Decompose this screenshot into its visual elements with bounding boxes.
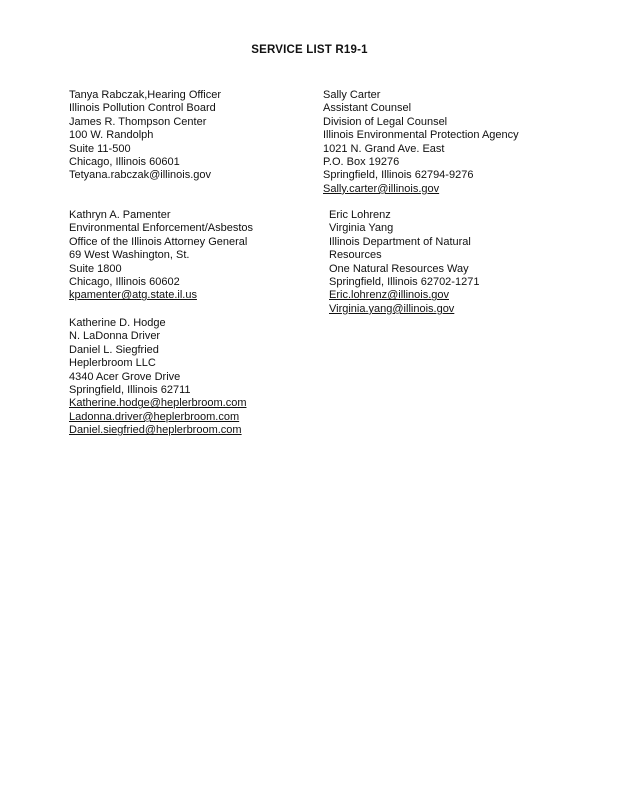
contact-name: Sally Carter [323, 89, 381, 101]
contact-line: 1021 N. Grand Ave. East [323, 142, 445, 155]
contact-line: 4340 Acer Grove Drive [69, 370, 181, 383]
contact-line: Heplerbroom LLC [69, 357, 156, 370]
contact-name: N. LaDonna Driver [69, 330, 161, 343]
email-link[interactable]: Eric.lohrenz@illinois.gov [329, 289, 449, 302]
contact-email-text: Tetyana.rabczak@illinois.gov [69, 169, 212, 182]
contact-line: Assistant Counsel [323, 102, 412, 115]
contact-line: Division of Legal Counsel [323, 115, 448, 128]
contact-block-rabczak [69, 89, 221, 183]
contact-line: Resources [329, 249, 382, 262]
email-link[interactable]: Katherine.hodge@heplerbroom.com [69, 397, 247, 410]
contact-block-hodge [69, 317, 247, 438]
contact-line: Chicago, Illinois 60601 [69, 156, 180, 169]
email-link[interactable]: Ladonna.driver@heplerbroom.com [69, 410, 240, 423]
contact-line: Office of the Illinois Attorney General [69, 235, 248, 248]
contact-line: One Natural Resources Way [329, 262, 469, 275]
contact-name: Eric Lohrenz [329, 209, 391, 221]
contact-name: Tanya Rabczak,Hearing Officer [69, 89, 222, 101]
contact-line: 100 W. Randolph [69, 129, 154, 142]
email-link[interactable]: kpamenter@atg.state.il.us [69, 289, 197, 302]
contact-line: Illinois Department of Natural [329, 235, 471, 248]
contact-line: Suite 11-500 [69, 142, 131, 155]
contact-line: Springfield, Illinois 62711 [69, 384, 191, 397]
contact-name: Kathryn A. Pamenter [69, 209, 171, 221]
contact-block-carter [323, 89, 519, 196]
email-link[interactable]: Daniel.siegfried@heplerbroom.com [69, 424, 242, 437]
contact-name: Katherine D. Hodge [69, 317, 166, 329]
email-link[interactable]: Sally.carter@illinois.gov [323, 182, 440, 195]
email-link[interactable]: Virginia.yang@illinois.gov [329, 302, 455, 315]
contact-name: Daniel L. Siegfried [69, 343, 159, 356]
contact-block-pamenter [69, 209, 253, 303]
contact-line: Environmental Enforcement/Asbestos [69, 222, 254, 235]
contact-line: Illinois Environmental Protection Agency [323, 129, 519, 142]
contact-line: 69 West Washington, St. [69, 249, 190, 262]
contact-line: P.O. Box 19276 [323, 156, 400, 169]
contact-line: James R. Thompson Center [69, 115, 207, 128]
contact-line: Springfield, Illinois 62702-1271 [329, 276, 480, 289]
contact-line: Illinois Pollution Control Board [69, 102, 216, 115]
document-title: SERVICE LIST R19-1 [251, 44, 368, 56]
contact-line: Suite 1800 [69, 262, 122, 275]
contact-line: Chicago, Illinois 60602 [69, 276, 180, 289]
contact-line: Springfield, Illinois 62794-9276 [323, 169, 474, 182]
contact-block-lohrenz [329, 209, 479, 316]
contact-name: Virginia Yang [329, 222, 394, 235]
